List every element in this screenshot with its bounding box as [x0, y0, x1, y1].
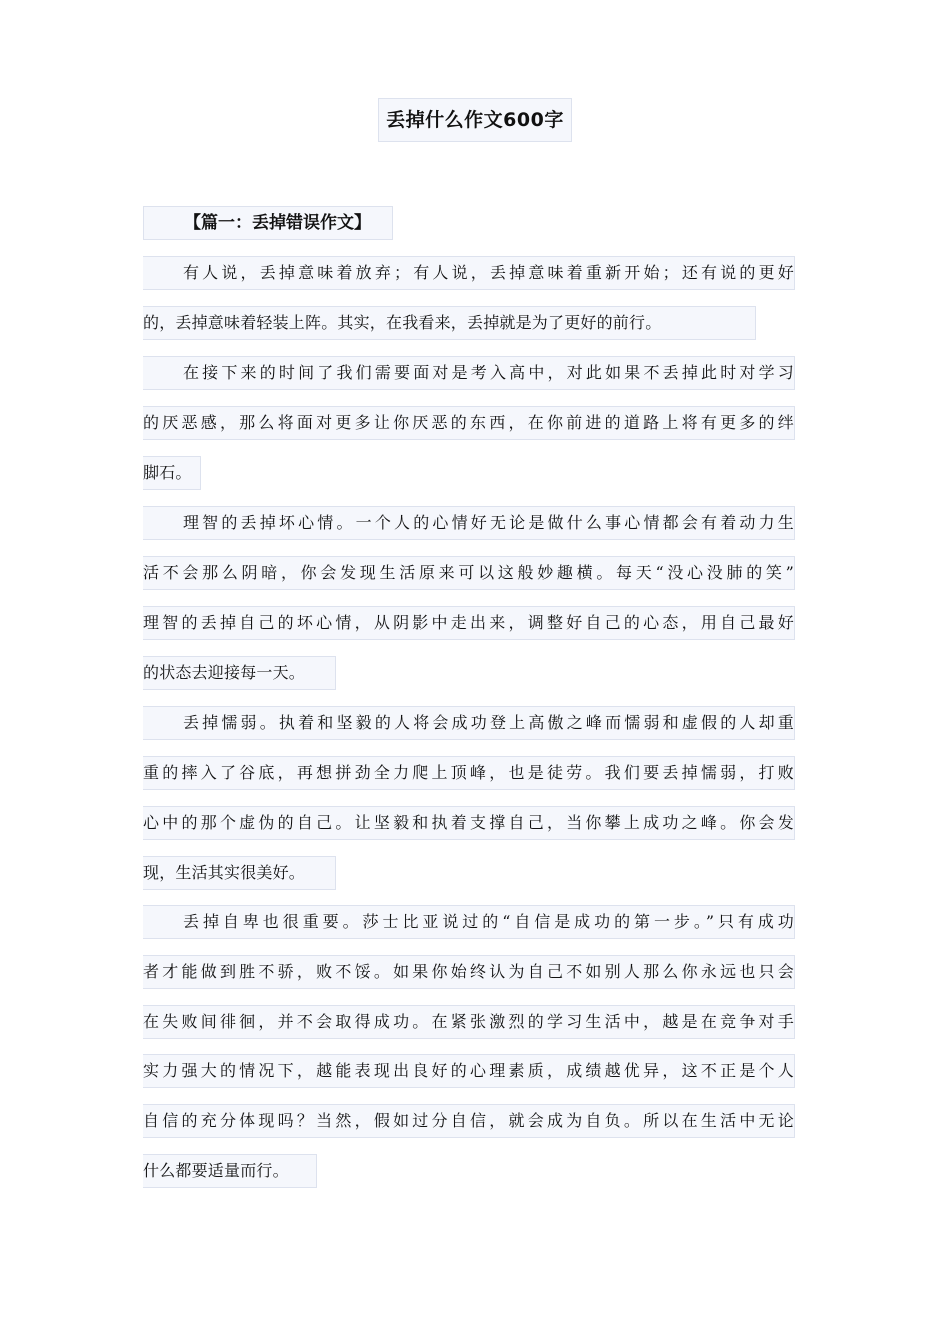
document-title: 丢掉什么作文600字	[378, 98, 572, 142]
paragraph-line: 心中的那个虚伪的自己。让坚毅和执着支撑自己，当你攀上成功之峰。你会发	[143, 806, 795, 840]
paragraph-line: 自信的充分体现吗？当然，假如过分自信，就会成为自负。所以在生活中无论	[143, 1104, 795, 1138]
paragraph-line: 丢掉懦弱。执着和坚毅的人将会成功登上高傲之峰而懦弱和虚假的人却重	[143, 706, 795, 740]
paragraph-line: 理智的丢掉坏心情。一个人的心情好无论是做什么事心情都会有着动力生	[143, 506, 795, 540]
paragraph-line: 的，丢掉意味着轻装上阵。其实，在我看来，丢掉就是为了更好的前行。	[143, 306, 756, 340]
paragraph-line: 活不会那么阴暗，你会发现生活原来可以这般妙趣横。每天“没心没肺的笑”	[143, 556, 795, 590]
paragraph-line: 理智的丢掉自己的坏心情，从阴影中走出来，调整好自己的心态，用自己最好	[143, 606, 795, 640]
paragraph-line: 实力强大的情况下，越能表现出良好的心理素质，成绩越优异，这不正是个人	[143, 1054, 795, 1088]
paragraph-line: 的厌恶感，那么将面对更多让你厌恶的东西，在你前进的道路上将有更多的绊	[143, 406, 795, 440]
section-heading: 【篇一：丢掉错误作文】	[143, 206, 393, 240]
paragraph-line: 重的摔入了谷底，再想拼劲全力爬上顶峰，也是徒劳。我们要丢掉懦弱，打败	[143, 756, 795, 790]
paragraph-line: 丢掉自卑也很重要。莎士比亚说过的“自信是成功的第一步。”只有成功	[143, 905, 795, 939]
paragraph-line: 什么都要适量而行。	[143, 1154, 317, 1188]
paragraph-line: 有人说，丢掉意味着放弃；有人说，丢掉意味着重新开始；还有说的更好	[143, 256, 795, 290]
paragraph-line: 者才能做到胜不骄，败不馁。如果你始终认为自己不如别人那么你永远也只会	[143, 955, 795, 989]
paragraph-line: 脚石。	[143, 456, 201, 490]
paragraph-line: 现，生活其实很美好。	[143, 856, 336, 890]
paragraph-line: 在接下来的时间了我们需要面对是考入高中，对此如果不丢掉此时对学习	[143, 356, 795, 390]
paragraph-line: 在失败间徘徊，并不会取得成功。在紧张激烈的学习生活中，越是在竞争对手	[143, 1005, 795, 1039]
paragraph-line: 的状态去迎接每一天。	[143, 656, 336, 690]
